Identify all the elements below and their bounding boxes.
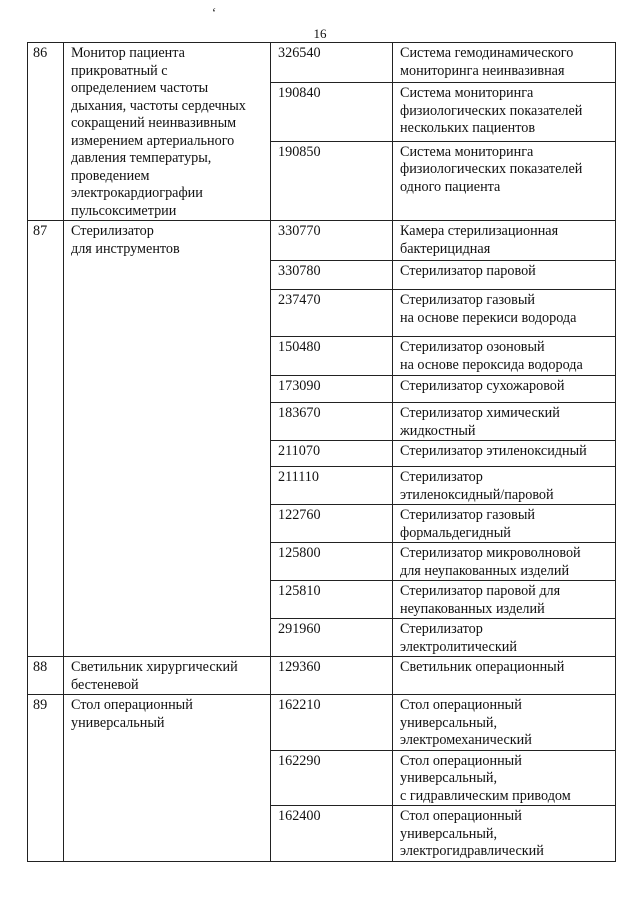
nomenclature-description: Стерилизатор этиленоксидный (393, 441, 616, 467)
row-number: 88 (28, 657, 64, 695)
nomenclature-code: 183670 (271, 403, 393, 441)
equipment-name: Стерилизатор для инструментов (64, 221, 271, 657)
nomenclature-code: 162400 (271, 806, 393, 862)
nomenclature-description: Система гемодинамического мониторинга неинвазивная (393, 43, 616, 83)
nomenclature-description: Стерилизатор паровой (393, 261, 616, 290)
equipment-name: Монитор пациента прикроватный с определением частоты дыхания, частоты сердечных сокращений неинвазивным измерением артериального давления температуры, проведением электрокардиографии пульсоксиметрии (64, 43, 271, 221)
nomenclature-description: Стерилизатор озоновый на основе пероксида водорода (393, 337, 616, 376)
nomenclature-code: 125810 (271, 581, 393, 619)
nomenclature-code: 291960 (271, 619, 393, 657)
nomenclature-description: Стол операционный универсальный, электрогидравлический (393, 806, 616, 862)
nomenclature-description: Система мониторинга физиологических показателей одного пациента (393, 141, 616, 220)
equipment-name: Светильник хирургический бестеневой (64, 657, 271, 695)
nomenclature-description: Стерилизатор газовый на основе перекиси водорода (393, 290, 616, 337)
nomenclature-code: 330770 (271, 221, 393, 261)
row-number: 87 (28, 221, 64, 657)
nomenclature-code: 211070 (271, 441, 393, 467)
nomenclature-description: Стерилизатор газовый формальдегидный (393, 505, 616, 543)
nomenclature-code: 330780 (271, 261, 393, 290)
nomenclature-description: Стерилизатор электролитический (393, 619, 616, 657)
nomenclature-description: Стол операционный универсальный, с гидравлическим приводом (393, 750, 616, 806)
nomenclature-code: 162210 (271, 695, 393, 751)
nomenclature-description: Стерилизатор этиленоксидный/паровой (393, 467, 616, 505)
nomenclature-code: 173090 (271, 376, 393, 403)
row-number: 86 (28, 43, 64, 221)
nomenclature-description: Стерилизатор микроволновой для неупакованных изделий (393, 543, 616, 581)
nomenclature-description: Стерилизатор химический жидкостный (393, 403, 616, 441)
nomenclature-code: 237470 (271, 290, 393, 337)
nomenclature-code: 190840 (271, 83, 393, 141)
nomenclature-code: 190850 (271, 141, 393, 220)
nomenclature-code: 162290 (271, 750, 393, 806)
nomenclature-code: 129360 (271, 657, 393, 695)
nomenclature-description: Светильник операционный (393, 657, 616, 695)
page-number: 16 (313, 26, 327, 41)
nomenclature-description: Стерилизатор сухожаровой (393, 376, 616, 403)
nomenclature-code: 122760 (271, 505, 393, 543)
row-number: 89 (28, 695, 64, 862)
nomenclature-description: Система мониторинга физиологических показателей нескольких пациентов (393, 83, 616, 141)
equipment-table (27, 42, 616, 862)
nomenclature-code: 125800 (271, 543, 393, 581)
table-row (28, 657, 616, 695)
nomenclature-description: Камера стерилизационная бактерицидная (393, 221, 616, 261)
nomenclature-description: Стерилизатор паровой для неупакованных изделий (393, 581, 616, 619)
table-row (28, 221, 616, 261)
table-row (28, 695, 616, 751)
page-mark: ‘ (211, 6, 216, 21)
nomenclature-code: 150480 (271, 337, 393, 376)
equipment-name: Стол операционный универсальный (64, 695, 271, 862)
table-row (28, 43, 616, 83)
nomenclature-code: 211110 (271, 467, 393, 505)
nomenclature-code: 326540 (271, 43, 393, 83)
nomenclature-description: Стол операционный универсальный, электромеханический (393, 695, 616, 751)
